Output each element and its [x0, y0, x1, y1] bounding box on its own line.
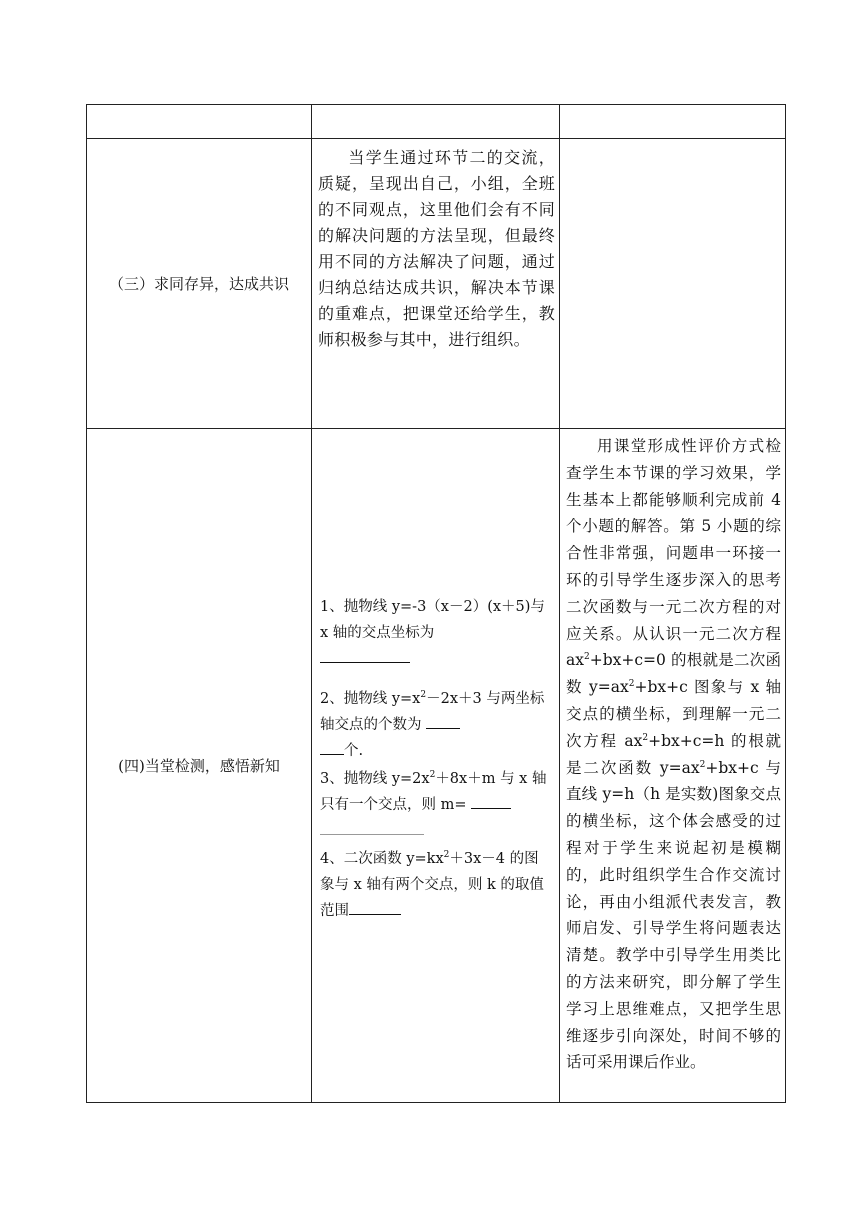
stage-title: (四)当堂检测，感悟新知: [118, 756, 280, 775]
empty-cell-content: [312, 105, 560, 139]
table-row: [87, 139, 786, 429]
content-cell: [312, 429, 560, 1103]
lesson-table: [86, 104, 786, 1103]
question-4: 4、二次函数 $y=kx^2+3x-4$ 的图象与 x 轴有两个交点，则 k 的取值范围: [320, 849, 544, 919]
empty-cell-stage: [87, 105, 312, 139]
question-3: 3、抛物线 $y=2x^2+8x+m$ 与 x 轴只有一个交点，则 m=: [320, 766, 553, 844]
stage-cell: [87, 429, 312, 1103]
content-cell: [312, 139, 560, 429]
stage-cell: [87, 139, 312, 429]
table-row: [87, 429, 786, 1103]
activity-description: 当学生通过环节二的交流，质疑，呈现出自己，小组，全班的不同观点，这里他们会有不同的解决问题的方法呈现，但最终用不同的方法解决了问题，通过归纳总结达成共识，解决本节课的重难点，把课堂还给学生，教师积极参与其中，进行组织。: [318, 148, 555, 349]
answer-blank: [320, 740, 344, 755]
answer-blank: [320, 820, 424, 835]
question-2: 2、抛物线 $y=x^2-2x+3$ 与两坐标轴交点的个数为 个.: [320, 689, 545, 759]
teaching-reflection: 用课堂形成性评价方式检查学生本节课的学习效果，学生基本上都能够顺利完成前 4 个小题的解答。第 5 小题的综合性非常强，问题串一环接一环的引导学生逐步深入的思考二次函数与一元二次方程的对应关系。从认识一元二次方程 $ax^2+bx+c=0$ 的根就是二次函数 $y=ax^2+bx+c$ 图象与 x 轴交点的横坐标，到理解一元二次方程 $ax^2+bx+c=h$ 的根就是二次函数 $y=ax^2+bx+c$ 与直线 y=h（h 是实数)图象交点的横坐标，这个体会感受的过程对于学生来说起初是模糊的，此时组织学生合作交流讨论，再由小组派代表发言，教师启发、引导学生将问题表达清楚。教学中引导学生用类比的方法来研究，即分解了学生学习上思维难点，又把学生思维逐步引向深处，时间不够的话可采用课后作业。: [566, 437, 782, 1072]
question-list: [312, 594, 559, 938]
notes-cell: [560, 139, 786, 429]
answer-blank: [320, 648, 410, 663]
question-1: 1、抛物线 y=-3（x－2）(x＋5)与 x 轴的交点坐标为: [320, 594, 553, 672]
table-row: [87, 105, 786, 139]
answer-blank: [471, 794, 511, 809]
answer-blank: [349, 900, 401, 915]
empty-cell-notes: [560, 105, 786, 139]
answer-blank: [426, 714, 460, 729]
notes-cell: [560, 429, 786, 1103]
stage-title: （三）求同存异，达成共识: [108, 274, 289, 293]
